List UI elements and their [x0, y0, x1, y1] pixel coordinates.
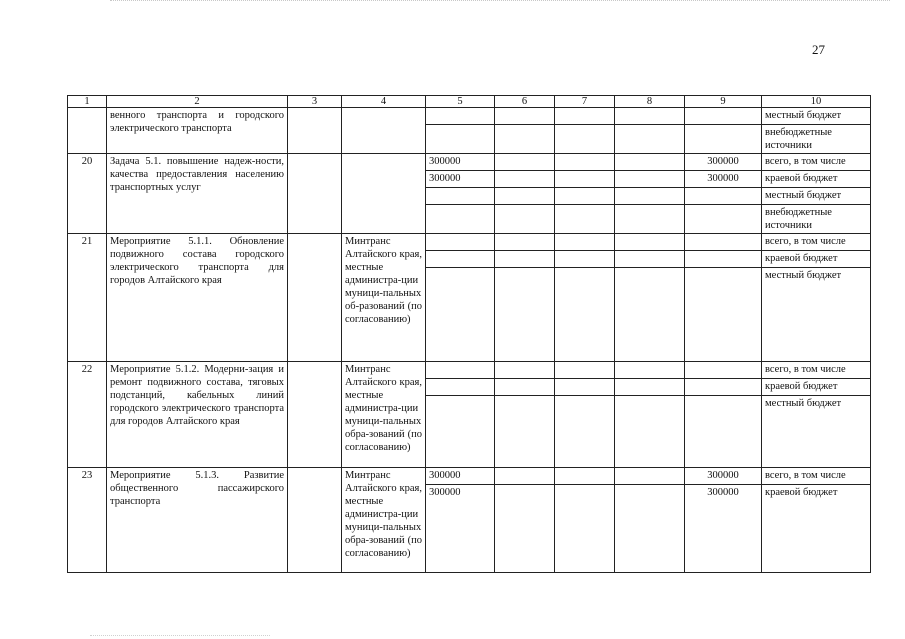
value-cell	[615, 125, 685, 154]
value-cell	[495, 396, 555, 468]
value-cell	[495, 362, 555, 379]
value-cell	[495, 205, 555, 234]
value-cell	[615, 205, 685, 234]
value-cell: 300000	[685, 485, 762, 573]
measure-name-cell: Задача 5.1. повышение надеж-ности, качества предоставления населению транспортных услуг	[107, 154, 288, 234]
col-header: 2	[107, 96, 288, 108]
value-cell	[615, 379, 685, 396]
funding-source-cell: внебюджетные источники	[762, 125, 871, 154]
value-cell	[426, 188, 495, 205]
scan-artifact-line	[110, 0, 890, 2]
empty-cell	[288, 154, 342, 234]
value-cell: 300000	[426, 154, 495, 171]
funding-source-cell: внебюджетные источники	[762, 205, 871, 234]
value-cell	[555, 108, 615, 125]
value-cell	[555, 205, 615, 234]
col-header: 3	[288, 96, 342, 108]
value-cell	[555, 234, 615, 251]
funding-source-cell: краевой бюджет	[762, 251, 871, 268]
value-cell	[685, 362, 762, 379]
value-cell	[555, 171, 615, 188]
budget-table	[67, 95, 871, 573]
scan-artifact-line	[90, 635, 270, 637]
value-cell	[426, 396, 495, 468]
value-cell	[555, 154, 615, 171]
value-cell	[495, 171, 555, 188]
table-row	[68, 362, 871, 379]
row-number-cell: 23	[68, 468, 107, 573]
measure-name-cell: Мероприятие 5.1.1. Обновление подвижного состава городского электрического транспорта для городов Алтайского края	[107, 234, 288, 362]
value-cell	[555, 251, 615, 268]
funding-source-cell: всего, в том числе	[762, 468, 871, 485]
value-cell	[685, 108, 762, 125]
value-cell	[685, 234, 762, 251]
funding-source-cell: всего, в том числе	[762, 362, 871, 379]
value-cell	[555, 485, 615, 573]
empty-cell	[288, 468, 342, 573]
table-row	[68, 154, 871, 171]
measure-name-cell: венного транспорта и городского электрического транспорта	[107, 108, 288, 154]
value-cell	[495, 234, 555, 251]
value-cell: 300000	[685, 171, 762, 188]
measure-name-cell: Мероприятие 5.1.3. Развитие общественного пассажирского транспорта	[107, 468, 288, 573]
executor-cell	[342, 154, 426, 234]
col-header: 10	[762, 96, 871, 108]
funding-source-cell: всего, в том числе	[762, 234, 871, 251]
value-cell	[495, 251, 555, 268]
value-cell: 300000	[685, 468, 762, 485]
table-row	[68, 234, 871, 251]
value-cell	[426, 125, 495, 154]
value-cell	[426, 234, 495, 251]
funding-source-cell: всего, в том числе	[762, 154, 871, 171]
value-cell	[615, 234, 685, 251]
value-cell	[426, 379, 495, 396]
value-cell	[426, 268, 495, 362]
value-cell: 300000	[426, 468, 495, 485]
value-cell	[426, 205, 495, 234]
col-header: 6	[495, 96, 555, 108]
value-cell	[685, 125, 762, 154]
value-cell	[555, 362, 615, 379]
col-header: 8	[615, 96, 685, 108]
row-number-cell: 22	[68, 362, 107, 468]
value-cell: 300000	[426, 485, 495, 573]
executor-cell: Минтранс Алтайского края, местные администра-ции муници-пальных об-разований (по согласованию)	[342, 234, 426, 362]
col-header: 1	[68, 96, 107, 108]
value-cell	[615, 171, 685, 188]
value-cell	[555, 268, 615, 362]
value-cell	[495, 108, 555, 125]
value-cell	[495, 468, 555, 485]
executor-cell: Минтранс Алтайского края, местные администра-ции муници-пальных обра-зований (по согласованию)	[342, 468, 426, 573]
value-cell	[615, 396, 685, 468]
empty-cell	[288, 108, 342, 154]
funding-source-cell: местный бюджет	[762, 188, 871, 205]
executor-cell	[342, 108, 426, 154]
value-cell	[615, 268, 685, 362]
column-number-row	[68, 96, 871, 108]
value-cell	[495, 188, 555, 205]
col-header: 4	[342, 96, 426, 108]
empty-cell	[288, 234, 342, 362]
value-cell	[685, 188, 762, 205]
table-row	[68, 468, 871, 485]
value-cell	[685, 268, 762, 362]
value-cell	[426, 362, 495, 379]
col-header: 7	[555, 96, 615, 108]
value-cell	[426, 108, 495, 125]
value-cell	[615, 362, 685, 379]
value-cell	[495, 154, 555, 171]
value-cell: 300000	[426, 171, 495, 188]
value-cell	[685, 205, 762, 234]
table-row	[68, 108, 871, 125]
measure-name-cell: Мероприятие 5.1.2. Модерни-зация и ремонт подвижного состава, тяговых подстанций, кабельных линий городского электрического транспорта для городов Алтайского края	[107, 362, 288, 468]
value-cell	[555, 379, 615, 396]
value-cell	[495, 268, 555, 362]
funding-source-cell: местный бюджет	[762, 268, 871, 362]
executor-cell: Минтранс Алтайского края, местные администра-ции муници-пальных обра-зований (по согласованию)	[342, 362, 426, 468]
value-cell	[555, 125, 615, 154]
col-header: 9	[685, 96, 762, 108]
value-cell	[555, 188, 615, 205]
value-cell: 300000	[685, 154, 762, 171]
value-cell	[615, 251, 685, 268]
value-cell	[685, 251, 762, 268]
funding-source-cell: местный бюджет	[762, 108, 871, 125]
row-number-cell: 21	[68, 234, 107, 362]
funding-source-cell: краевой бюджет	[762, 379, 871, 396]
col-header: 5	[426, 96, 495, 108]
value-cell	[495, 125, 555, 154]
value-cell	[685, 379, 762, 396]
funding-source-cell: краевой бюджет	[762, 171, 871, 188]
value-cell	[495, 485, 555, 573]
value-cell	[685, 396, 762, 468]
value-cell	[555, 468, 615, 485]
empty-cell	[288, 362, 342, 468]
value-cell	[615, 154, 685, 171]
value-cell	[615, 188, 685, 205]
value-cell	[555, 396, 615, 468]
page-number: 27	[812, 42, 825, 57]
value-cell	[615, 108, 685, 125]
value-cell	[495, 379, 555, 396]
value-cell	[615, 485, 685, 573]
funding-source-cell: местный бюджет	[762, 396, 871, 468]
row-number-cell	[68, 108, 107, 154]
value-cell	[426, 251, 495, 268]
value-cell	[615, 468, 685, 485]
funding-source-cell: краевой бюджет	[762, 485, 871, 573]
row-number-cell: 20	[68, 154, 107, 234]
